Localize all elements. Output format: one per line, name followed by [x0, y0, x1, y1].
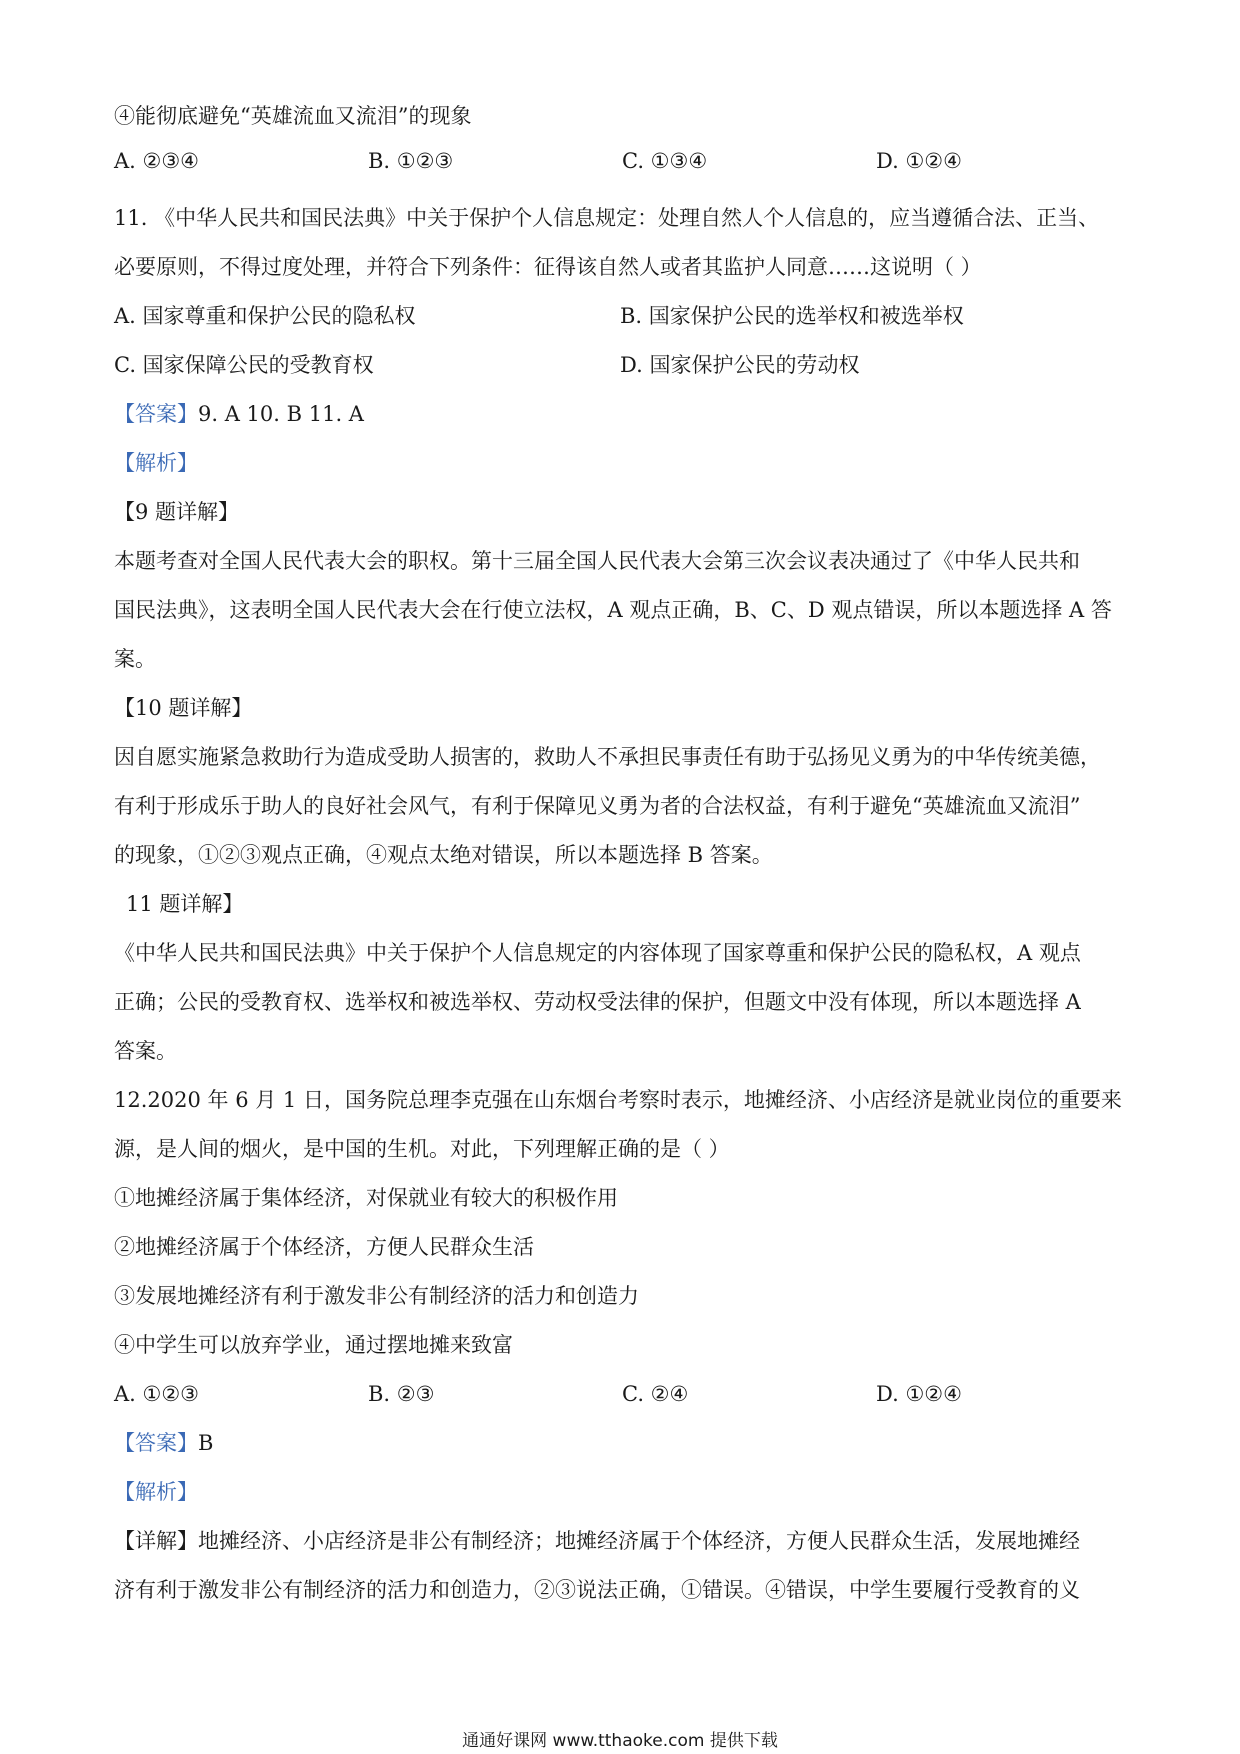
- q10-option-c: C. ①③④: [622, 149, 708, 173]
- detail-11-line-2: 正确；公民的受教育权、选举权和被选举权、劳动权受法律的保护，但题文中没有体现，所以本题选择 A: [114, 990, 1081, 1014]
- q12-detail-text-1: 地摊经济、小店经济是非公有制经济；地摊经济属于个体经济，方便人民群众生活，发展地摊经: [198, 1529, 1080, 1553]
- q11-option-d: D. 国家保护公民的劳动权: [620, 353, 860, 377]
- q12-analysis-label: 【解析】: [114, 1480, 198, 1504]
- q11-stem-line-1: 11. 《中华人民共和国民法典》中关于保护个人信息规定：处理自然人个人信息的，应当遵循合法、正当、: [114, 206, 1100, 230]
- detail-9-line-1: 本题考查对全国人民代表大会的职权。第十三届全国人民代表大会第三次会议表决通过了《中华人民共和: [114, 549, 1080, 573]
- q12-detail-label: 【详解】: [114, 1529, 198, 1553]
- q12-item-3: ③发展地摊经济有利于激发非公有制经济的活力和创造力: [114, 1284, 639, 1308]
- q10-option-b: B. ①②③: [368, 149, 454, 173]
- answer-line: [114, 400, 364, 428]
- detail-11-line-1: 《中华人民共和国民法典》中关于保护个人信息规定的内容体现了国家尊重和保护公民的隐私权，A 观点: [114, 941, 1081, 965]
- q11-option-a: A. 国家尊重和保护公民的隐私权: [114, 304, 416, 328]
- detail-10-line-2: 有利于形成乐于助人的良好社会风气，有利于保障见义勇为者的合法权益，有利于避免“英雄流血又流泪”: [114, 794, 1081, 818]
- q12-stem-line-1: 12.2020 年 6 月 1 日，国务院总理李克强在山东烟台考察时表示，地摊经济、小店经济是就业岗位的重要来: [114, 1088, 1122, 1112]
- q12-option-a: A. ①②③: [114, 1382, 199, 1406]
- answer-values: 9. A 10. B 11. A: [198, 402, 364, 426]
- detail-10-heading: 【10 题详解】: [114, 696, 253, 720]
- footer-source: 通通好课网 www.tthaoke.com 提供下载: [462, 1731, 778, 1751]
- q12-answer-line: [114, 1429, 213, 1457]
- analysis-label: 【解析】: [114, 451, 198, 475]
- q12-detail-line-2: 济有利于激发非公有制经济的活力和创造力，②③说法正确，①错误。④错误，中学生要履行受教育的义: [114, 1578, 1080, 1602]
- q12-answer-value: B: [198, 1431, 214, 1455]
- q12-item-4: ④中学生可以放弃学业，通过摆地摊来致富: [114, 1333, 513, 1357]
- q12-option-b: B. ②③: [368, 1382, 435, 1406]
- q12-detail-line-1: [114, 1527, 1080, 1555]
- detail-9-line-2: 国民法典》，这表明全国人民代表大会在行使立法权，A 观点正确，B、C、D 观点错误，所以本题选择 A 答: [114, 598, 1112, 622]
- q10-option-d: D. ①②④: [876, 149, 962, 173]
- q12-item-1: ①地摊经济属于集体经济，对保就业有较大的积极作用: [114, 1186, 618, 1210]
- q12-option-c: C. ②④: [622, 1382, 689, 1406]
- q12-stem-line-2: 源，是人间的烟火，是中国的生机。对此，下列理解正确的是（ ）: [114, 1137, 730, 1161]
- detail-11-heading: 11 题详解】: [126, 892, 244, 916]
- q12-option-d: D. ①②④: [876, 1382, 962, 1406]
- q12-item-2: ②地摊经济属于个体经济，方便人民群众生活: [114, 1235, 534, 1259]
- q11-option-c: C. 国家保障公民的受教育权: [114, 353, 374, 377]
- detail-9-line-3: 案。: [114, 647, 156, 671]
- q11-option-b: B. 国家保护公民的选举权和被选举权: [620, 304, 964, 328]
- answer-label: 【答案】: [114, 402, 198, 426]
- q11-stem-line-2: 必要原则，不得过度处理，并符合下列条件：征得该自然人或者其监护人同意……这说明（ ）: [114, 255, 982, 279]
- q10-option-a: A. ②③④: [114, 149, 199, 173]
- detail-10-line-1: 因自愿实施紧急救助行为造成受助人损害的，救助人不承担民事责任有助于弘扬见义勇为的中华传统美德，: [114, 745, 1101, 769]
- q12-answer-label: 【答案】: [114, 1431, 198, 1455]
- detail-9-heading: 【9 题详解】: [114, 500, 240, 524]
- q10-item-4: ④能彻底避免“英雄流血又流泪”的现象: [114, 104, 472, 128]
- detail-11-line-3: 答案。: [114, 1039, 177, 1063]
- detail-10-line-3: 的现象，①②③观点正确，④观点太绝对错误，所以本题选择 B 答案。: [114, 843, 773, 867]
